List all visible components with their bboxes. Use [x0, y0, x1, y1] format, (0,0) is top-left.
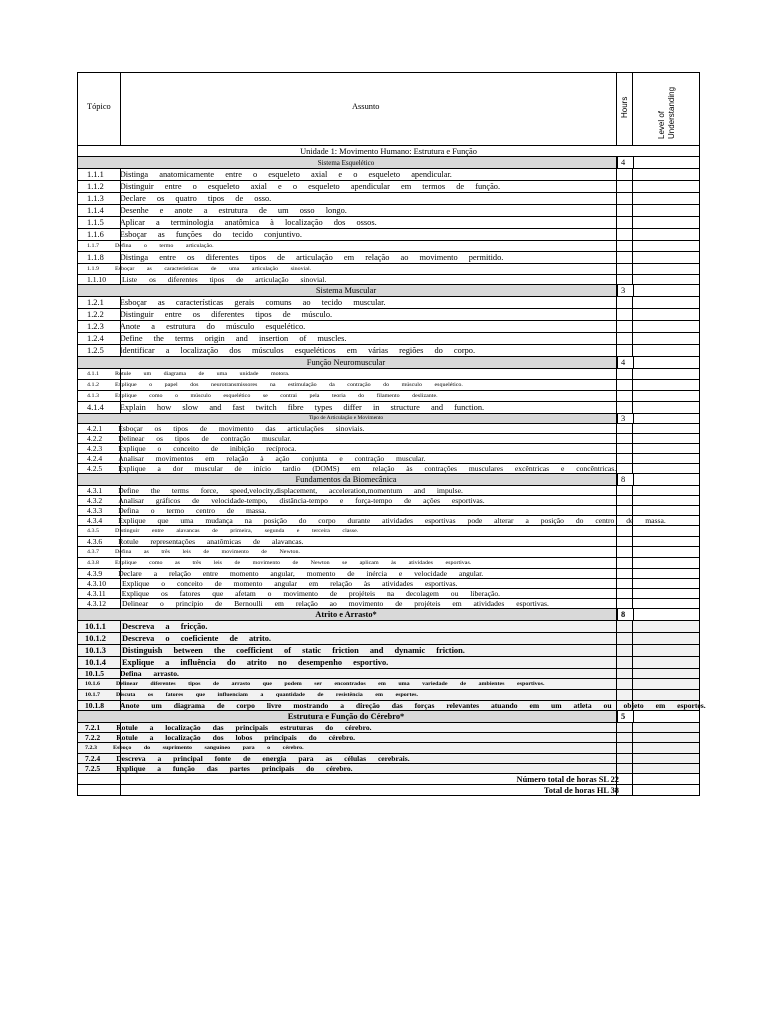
item-number: 1.2.4 [87, 334, 104, 343]
item-number: 4.3.5 [87, 528, 99, 534]
item-number: 10.1.5 [85, 669, 104, 678]
list-item [77, 217, 700, 229]
list-item [77, 506, 700, 516]
item-description: Explique o papel dos neurotransmissores na estimulação da contração do músculo esquelético. [115, 382, 463, 388]
list-item [77, 754, 700, 764]
item-description: Esboçar as características de uma articulação sinovial. [115, 266, 312, 272]
section-hours: 4 [621, 358, 626, 367]
item-description: Defina arrasto. [119, 669, 179, 678]
item-description: Distinga anatomicamente entre o esqueleto axial e o esqueleto apendicular. [119, 170, 452, 179]
total-hl: Total de horas HL 38 [543, 786, 619, 795]
section-header [77, 711, 700, 723]
item-description: Explique os fatores que afetam o movimento de projéteis na decolagem ou liberação. [121, 589, 501, 598]
list-item [77, 516, 700, 526]
list-item-text [87, 242, 768, 252]
list-item-text [87, 496, 768, 506]
item-number: 1.2.2 [87, 310, 104, 319]
item-description: Rotule a localização dos lobos principais do cérebro. [116, 733, 356, 742]
list-item [77, 701, 706, 711]
list-item-text [87, 297, 768, 309]
item-description: Explique como o músculo esquelético se contrai pela teoria do filamento deslizante. [115, 393, 438, 399]
item-description: Descreva a principal fonte de energia para as células cerebrais. [116, 754, 410, 763]
item-description: Rotule representações anatômicas de alavancas. [118, 537, 304, 546]
item-description: Explique o conceito de inibição recíproca. [118, 444, 297, 453]
hours-cell [617, 774, 633, 784]
list-item-text [87, 599, 768, 609]
section-header [77, 357, 700, 369]
item-description: Analisar gráficos de velocidade-tempo, distância-tempo e força-tempo de ações esportivas. [118, 496, 485, 505]
item-number: 1.2.5 [87, 346, 104, 355]
item-number: 4.2.2 [87, 434, 103, 443]
item-description: Distinguir entre alavancas de primeira, segunda e terceira classe. [115, 528, 359, 534]
list-item [77, 275, 700, 285]
list-item [77, 193, 700, 205]
list-item [77, 424, 700, 434]
list-item-text [87, 559, 768, 569]
item-number: 4.3.11 [87, 589, 106, 598]
item-number: 1.1.1 [87, 170, 104, 179]
list-item-text [87, 229, 768, 241]
list-item [77, 241, 700, 252]
section-header [77, 157, 700, 169]
subject-cell [121, 785, 617, 795]
item-number: 4.3.3 [87, 506, 103, 515]
list-item-text [87, 527, 768, 537]
section-header [77, 474, 700, 486]
item-number: 10.1.8 [85, 701, 104, 710]
item-number: 4.3.1 [87, 486, 103, 495]
list-item [77, 558, 700, 569]
section-hours: 3 [621, 414, 626, 423]
item-number: 4.3.8 [87, 560, 99, 566]
section-title: Estrutura e Função do Cérebro* [287, 712, 405, 721]
list-item-text [87, 321, 768, 333]
list-item [77, 733, 700, 743]
item-description: Defina as três leis de movimento de Newton. [115, 549, 300, 555]
list-item-text [87, 579, 768, 589]
item-description: Distinguir entre os diferentes tipos de músculo. [119, 310, 333, 319]
section-hours: 4 [621, 158, 626, 167]
section-level-cell [633, 285, 700, 296]
list-item [77, 486, 700, 496]
section-title: Fundamentos da Biomecânica [295, 475, 397, 484]
header-hours-label: Hours [620, 96, 629, 118]
list-item [77, 169, 700, 181]
list-item [77, 297, 700, 309]
list-item [77, 569, 700, 579]
item-description: Delinear diferentes tipos de arrasto que podem ser encontrados em uma variedade de ambientes esportivos. [116, 681, 545, 687]
item-number: 4.2.5 [87, 464, 103, 473]
item-description: Discuta os fatores que influenciam a quantidade de resistência em esportes. [116, 692, 418, 698]
list-item-text [87, 424, 768, 434]
header-level [657, 77, 681, 141]
list-item [77, 537, 700, 547]
item-number: 4.1.4 [87, 403, 104, 412]
item-number: 10.1.6 [85, 681, 100, 687]
section-level-cell [633, 609, 700, 620]
header-level-label: Level of Understanding [657, 86, 676, 139]
item-description: Identificar a localização dos músculos esqueléticos em várias regiões do corpo. [119, 346, 476, 355]
list-item-text [87, 205, 768, 217]
list-item-text [87, 444, 768, 454]
list-item [77, 645, 700, 657]
list-item [77, 743, 700, 754]
list-item-text [87, 402, 768, 414]
list-item [77, 621, 700, 633]
list-item-text [85, 723, 768, 733]
list-item [77, 252, 700, 264]
item-number: 4.1.2 [87, 382, 99, 388]
list-item [77, 764, 700, 774]
item-number: 1.1.2 [87, 182, 104, 191]
item-description: Defina o termo articulação. [115, 243, 214, 249]
list-item [77, 321, 700, 333]
item-description: Rotule a localização das principais estruturas do cérebro. [116, 723, 372, 732]
list-item-text [87, 370, 768, 380]
item-number: 4.3.7 [87, 549, 99, 555]
totals-row [77, 785, 700, 796]
item-description: Explique a dor muscular de início tardio (DOMS) em relação às contrações musculares excêntricas e concêntricas. [118, 464, 617, 473]
item-number: 4.3.2 [87, 496, 103, 505]
item-description: Aplicar a terminologia anatômica à localização dos ossos. [119, 218, 377, 227]
list-item-text [87, 345, 768, 357]
item-number: 4.3.12 [87, 599, 106, 608]
list-item-text [87, 486, 768, 496]
item-description: Esboço do suprimento sanguíneo para o cérebro. [113, 745, 304, 751]
list-item [77, 229, 700, 241]
section-hours: 5 [621, 712, 626, 721]
list-item-text [85, 621, 768, 633]
item-number: 1.1.7 [87, 243, 99, 249]
list-item [77, 496, 700, 506]
section-level-cell [633, 157, 700, 168]
list-item-text [87, 537, 768, 547]
section-level-cell [633, 357, 700, 368]
section-title: Sistema Esquelético [317, 159, 375, 167]
item-number: 4.3.4 [87, 516, 103, 525]
item-number: 1.2.1 [87, 298, 104, 307]
list-item [77, 454, 700, 464]
item-number: 1.1.6 [87, 230, 104, 239]
item-description: Esboçar as funções do tecido conjuntivo. [119, 230, 302, 239]
section-hours: 8 [621, 475, 626, 484]
list-item [77, 402, 700, 414]
list-item [77, 526, 700, 537]
list-item [77, 181, 700, 193]
list-item [77, 264, 700, 275]
item-number: 4.1.3 [87, 393, 99, 399]
list-item-text [87, 569, 768, 579]
list-item-text [87, 252, 768, 264]
list-item-text [87, 169, 768, 181]
list-item-text [87, 434, 768, 444]
section-hours: 8 [621, 610, 626, 619]
item-number: 7.2.5 [85, 764, 101, 773]
list-item-text [85, 669, 768, 679]
item-description: Rotule um diagrama de uma unidade motora. [115, 371, 290, 377]
level-cell [633, 774, 700, 784]
header-row [77, 72, 700, 146]
item-number: 4.2.1 [87, 424, 103, 433]
totals-row [77, 774, 700, 785]
list-item-text [87, 464, 768, 474]
item-description: Distinguish between the coefficient of static friction and dynamic friction. [121, 646, 465, 655]
list-item-text [85, 754, 768, 764]
list-item [77, 205, 700, 217]
section-title: Sistema Muscular [315, 286, 377, 295]
item-number: 1.2.3 [87, 322, 104, 331]
list-item [77, 589, 700, 599]
item-description: Explique o conceito de momento angular em relação às atividades esportivas. [121, 579, 458, 588]
topic-cell [77, 785, 121, 795]
item-description: Esboçar as características gerais comuns ao tecido muscular. [119, 298, 386, 307]
list-item-text [87, 392, 768, 402]
item-number: 7.2.2 [85, 733, 101, 742]
list-item-text [87, 181, 768, 193]
header-hours [620, 94, 630, 124]
item-number: 10.1.4 [85, 658, 106, 667]
item-description: Declare a relação entre momento angular, momento de inércia e velocidade angular. [118, 569, 484, 578]
list-item-text [85, 691, 768, 701]
list-item [77, 434, 700, 444]
item-number: 10.1.1 [85, 622, 106, 631]
list-item [77, 345, 700, 357]
list-item [77, 444, 700, 454]
item-description: Esboçar os tipos de movimento das articulações sinoviais. [118, 424, 365, 433]
list-item-text [87, 454, 768, 464]
hours-cell [617, 785, 633, 795]
list-item [77, 464, 700, 474]
item-number: 7.2.4 [85, 754, 101, 763]
list-item-text [87, 381, 768, 391]
list-item-text [87, 193, 768, 205]
item-description: Delinear o princípio de Bernoulli em relação ao movimento de projéteis em atividades esportivas. [121, 599, 549, 608]
list-item-text [85, 657, 768, 669]
item-number: 7.2.3 [85, 745, 97, 751]
item-description: Define the terms origin and insertion of muscles. [119, 334, 347, 343]
item-number: 1.1.8 [87, 253, 104, 262]
item-number: 4.2.3 [87, 444, 103, 453]
item-description: Explain how slow and fast twitch fibre types differ in structure and function. [119, 403, 485, 412]
list-item [77, 391, 700, 402]
item-number: 10.1.7 [85, 692, 100, 698]
list-item-text [87, 548, 768, 558]
list-item-text [85, 645, 768, 657]
list-item-text [87, 265, 768, 275]
total-sl: Número total de horas SL 22 [516, 775, 619, 784]
item-description: Anote um diagrama de corpo livre mostrando a direção das forças relevantes atuando em um atleta ou objeto em esportes. [119, 701, 706, 710]
list-item [77, 599, 700, 609]
item-description: Distinguir entre o esqueleto axial e o esqueleto apendicular em termos de função. [119, 182, 501, 191]
item-number: 4.1.1 [87, 371, 99, 377]
list-item [77, 669, 700, 679]
list-item [77, 333, 700, 345]
unit-title: Unidade 1: Movimento Humano: Estrutura e Função [300, 147, 477, 156]
list-item-text [85, 733, 768, 743]
item-number: 1.1.5 [87, 218, 104, 227]
list-item-text [85, 701, 768, 711]
item-number: 1.1.10 [87, 275, 106, 284]
list-item-text [85, 764, 768, 774]
list-item [77, 633, 700, 645]
list-item-text [87, 333, 768, 345]
section-title: Atrito e Arrasto* [315, 610, 377, 619]
header-subject: Assunto [352, 102, 380, 111]
list-item-text [87, 589, 768, 599]
list-item [77, 579, 700, 589]
section-header [77, 285, 700, 297]
item-description: Descreva a fricção. [121, 622, 208, 631]
item-number: 4.3.10 [87, 579, 106, 588]
item-number: 4.2.4 [87, 454, 103, 463]
item-description: Explique como as três leis de movimento de Newton se aplicam às atividades esportivas. [115, 560, 472, 566]
item-description: Distinga entre os diferentes tipos de articulação em relação ao movimento permitido. [119, 253, 504, 262]
list-item [77, 679, 700, 690]
item-description: Define the terms force, speed,velocity,displacement, acceleration,momentum and impulse. [118, 486, 463, 495]
item-number: 1.1.3 [87, 194, 104, 203]
section-title: Tipo de Articulação e Movimento [308, 415, 384, 421]
section-level-cell [633, 711, 700, 722]
section-header [77, 609, 700, 621]
list-item-text [87, 275, 768, 285]
list-item-text [85, 633, 768, 645]
level-cell [633, 785, 700, 795]
list-item [77, 380, 700, 391]
item-number: 10.1.2 [85, 634, 106, 643]
list-item [77, 547, 700, 558]
section-level-cell [633, 474, 700, 485]
item-description: Explique a função das partes principais do cérebro. [116, 764, 353, 773]
item-description: Defina o termo centro de massa. [118, 506, 267, 515]
item-description: Explique a influência do atrito no desempenho esportivo. [121, 658, 389, 667]
section-title: Função Neuromuscular [306, 358, 386, 367]
item-description: Anote a estrutura do músculo esquelético. [119, 322, 306, 331]
item-number: 1.1.9 [87, 266, 99, 272]
list-item-text [87, 309, 768, 321]
list-item-text [87, 217, 768, 229]
unit-title-row [77, 146, 700, 157]
item-number: 1.1.4 [87, 206, 104, 215]
list-item [77, 723, 700, 733]
item-number: 10.1.3 [85, 646, 106, 655]
list-item [77, 657, 700, 669]
item-description: Delinear os tipos de contração muscular. [118, 434, 292, 443]
item-number: 4.3.9 [87, 569, 103, 578]
item-number: 7.2.1 [85, 723, 101, 732]
list-item-text [85, 680, 768, 690]
header-topic: Tópico [87, 102, 111, 111]
list-item [77, 369, 700, 380]
item-description: Descreva o coeficiente de atrito. [121, 634, 272, 643]
list-item-text [87, 516, 768, 526]
list-item [77, 690, 700, 701]
section-header [77, 414, 700, 424]
item-description: Analisar movimentos em relação à ação conjunta e contração muscular. [118, 454, 426, 463]
item-number: 4.3.6 [87, 537, 103, 546]
topic-cell [77, 774, 121, 784]
item-description: Liste os diferentes tipos de articulação sinovial. [121, 275, 327, 284]
item-description: Declare os quatro tipos de osso. [119, 194, 272, 203]
section-level-cell [633, 414, 700, 423]
item-description: Explique que uma mudança na posição do corpo durante atividades esportivas pode alterar a posição do centro de massa. [118, 516, 666, 525]
section-hours: 3 [621, 286, 626, 295]
item-description: Desenhe e anote a estrutura de um osso longo. [119, 206, 347, 215]
list-item-text [85, 744, 768, 754]
list-item-text [87, 506, 768, 516]
syllabus-table [77, 72, 706, 796]
list-item [77, 309, 700, 321]
